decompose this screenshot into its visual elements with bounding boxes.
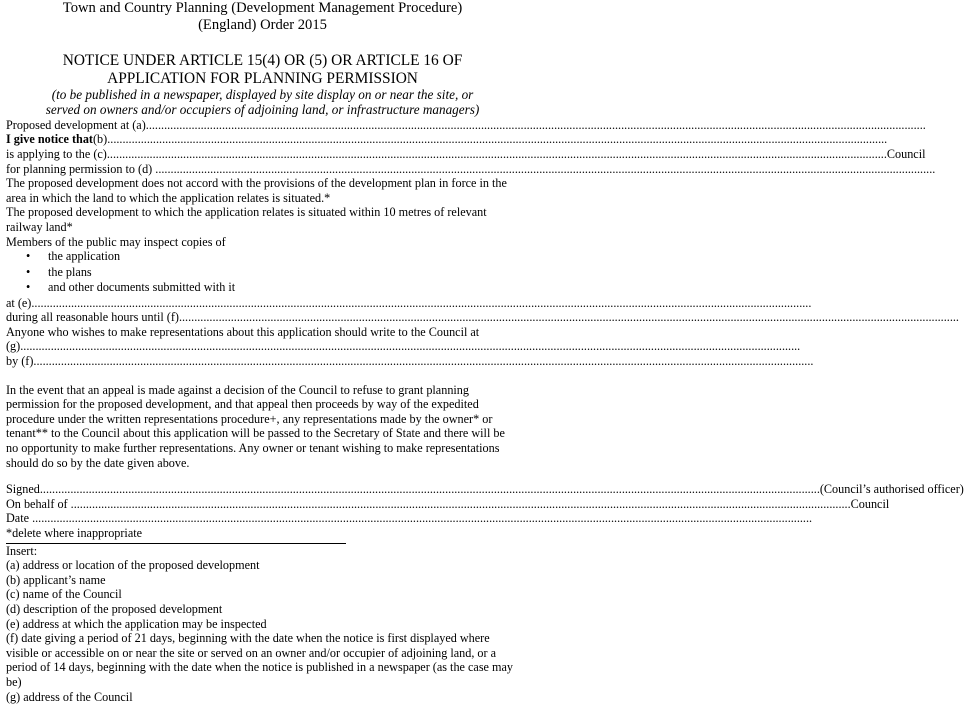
inspection-address-line — [6, 295, 812, 311]
notice-heading-line2: APPLICATION FOR PLANNING PERMISSION — [107, 69, 418, 87]
officer-label: (Council’s authorised officer) — [819, 482, 964, 497]
by-date-field[interactable]: ................................................................................................................................................................................................................................................................ — [33, 354, 814, 369]
insert-section — [6, 544, 519, 705]
notice-subheading — [6, 87, 519, 118]
order-title-line2: (England) Order 2015 — [198, 17, 327, 33]
delete-note: *delete where inappropriate — [6, 525, 143, 540]
council-name-field[interactable]: ................................................................................................................................................................................................................................................................ — [106, 147, 887, 161]
council-address-field[interactable]: ................................................................................................................................................................................................................................................................ — [20, 339, 801, 354]
give-notice-line — [6, 132, 888, 147]
description-field[interactable]: ................................................................................................................................................................................................................................................................ — [155, 161, 936, 176]
inspection-address-field[interactable]: ................................................................................................................................................................................................................................................................ — [31, 295, 812, 310]
notice-heading — [6, 52, 519, 87]
proposed-development-line — [6, 117, 926, 133]
on-behalf-label: On behalf of — [6, 496, 71, 511]
until-date-field[interactable]: ................................................................................................................................................................................................................................................................ — [178, 310, 959, 325]
list-item: (e) address at which the application may be inspected — [6, 616, 267, 631]
list-item: (b) applicant’s name — [6, 572, 106, 587]
list-item: (d) description of the proposed development — [6, 601, 223, 616]
hours-line — [6, 310, 959, 325]
at-e-label: at (e) — [6, 295, 32, 310]
date-field[interactable]: ................................................................................................................................................................................................................................................................ — [32, 511, 813, 526]
notice-subheading-line1: (to be published in a newspaper, displayed by site display on or near the site, or — [51, 87, 474, 102]
railway-paragraph: The proposed development to which the application relates is situated within 10 metres of relevant railway land* — [6, 205, 487, 234]
appeal-paragraph: In the event that an appeal is made against a decision of the Council to refuse to grant planning permission for the proposed development, and that appeal then proceeds by way of the expedited procedure under the written representations procedure+, any representations made by the owner* or tenant** to the Council about this application will be passed to the Secretary of State and there will be no opportunity to make further representations. Any owner or tenant wishing to make representations should do so by the date given above. — [6, 382, 505, 470]
notice-heading-line1: NOTICE UNDER ARTICLE 15(4) OR (5) OR ARTICLE 16 OF — [62, 52, 463, 69]
by-date-line — [6, 354, 814, 369]
signed-line — [6, 482, 964, 497]
representations-paragraph: Anyone who wishes to make representations about this application should write to the Council at — [6, 324, 480, 339]
council-label: Council — [886, 147, 926, 161]
bullet-icon: • — [26, 249, 31, 264]
give-notice-label: I give notice that — [6, 132, 93, 147]
on-behalf-council-label: Council — [850, 496, 890, 511]
g-label: (g) — [6, 339, 21, 354]
bullet-icon: • — [26, 280, 31, 295]
applying-to-label: is applying to the (c) — [6, 147, 107, 161]
proposed-development-label: Proposed development at (a) — [6, 117, 146, 132]
inspect-intro: Members of the public may inspect copies of — [6, 234, 226, 249]
proposed-development-field[interactable]: ................................................................................................................................................................................................................................................................ — [145, 117, 926, 132]
for-permission-label: for planning permission to (d) — [6, 161, 156, 176]
date-line — [6, 511, 813, 526]
list-item: (f) date giving a period of 21 days, beginning with the date when the notice is first displayed where visible or accessible on or near the site or served on an owner and/or occupier of adjoining land, or a period of 14 days, beginning with the date when the notice is published in a newspaper (as the case may be) — [6, 631, 513, 689]
applicant-name-field[interactable]: ................................................................................................................................................................................................................................................................ — [107, 132, 888, 147]
signed-field[interactable]: ................................................................................................................................................................................................................................................................ — [39, 482, 820, 497]
for-permission-line — [6, 161, 936, 177]
list-item: • the application — [26, 249, 121, 264]
applying-to-line — [6, 147, 926, 162]
by-f-label: by (f) — [6, 354, 34, 369]
give-notice-b: (b) — [93, 132, 108, 147]
on-behalf-field[interactable]: ................................................................................................................................................................................................................................................................ — [70, 496, 851, 511]
bullet-icon: • — [26, 264, 31, 279]
list-item: (a) address or location of the proposed development — [6, 558, 260, 573]
date-label: Date — [6, 511, 33, 526]
hours-label: during all reasonable hours until (f) — [6, 310, 179, 325]
council-address-line — [6, 339, 801, 354]
not-accord-paragraph: The proposed development does not accord with the provisions of the development plan in force in the area in which the land to which the application relates is situated.* — [6, 176, 507, 205]
signature-block — [6, 482, 964, 540]
list-item: • and other documents submitted with it — [26, 280, 236, 295]
order-title — [6, 0, 519, 34]
inspect-list — [6, 249, 519, 296]
insert-label: Insert: — [6, 543, 38, 558]
list-item: (c) name of the Council — [6, 587, 122, 602]
notice-subheading-line2: served on owners and/or occupiers of adjoining land, or infrastructure managers) — [45, 102, 480, 118]
list-item: • the plans — [26, 264, 92, 279]
on-behalf-line — [6, 496, 890, 512]
signed-label: Signed — [6, 482, 40, 497]
order-title-line1: Town and Country Planning (Development Management Procedure) — [62, 0, 463, 16]
list-item: (g) address of the Council — [6, 689, 133, 704]
